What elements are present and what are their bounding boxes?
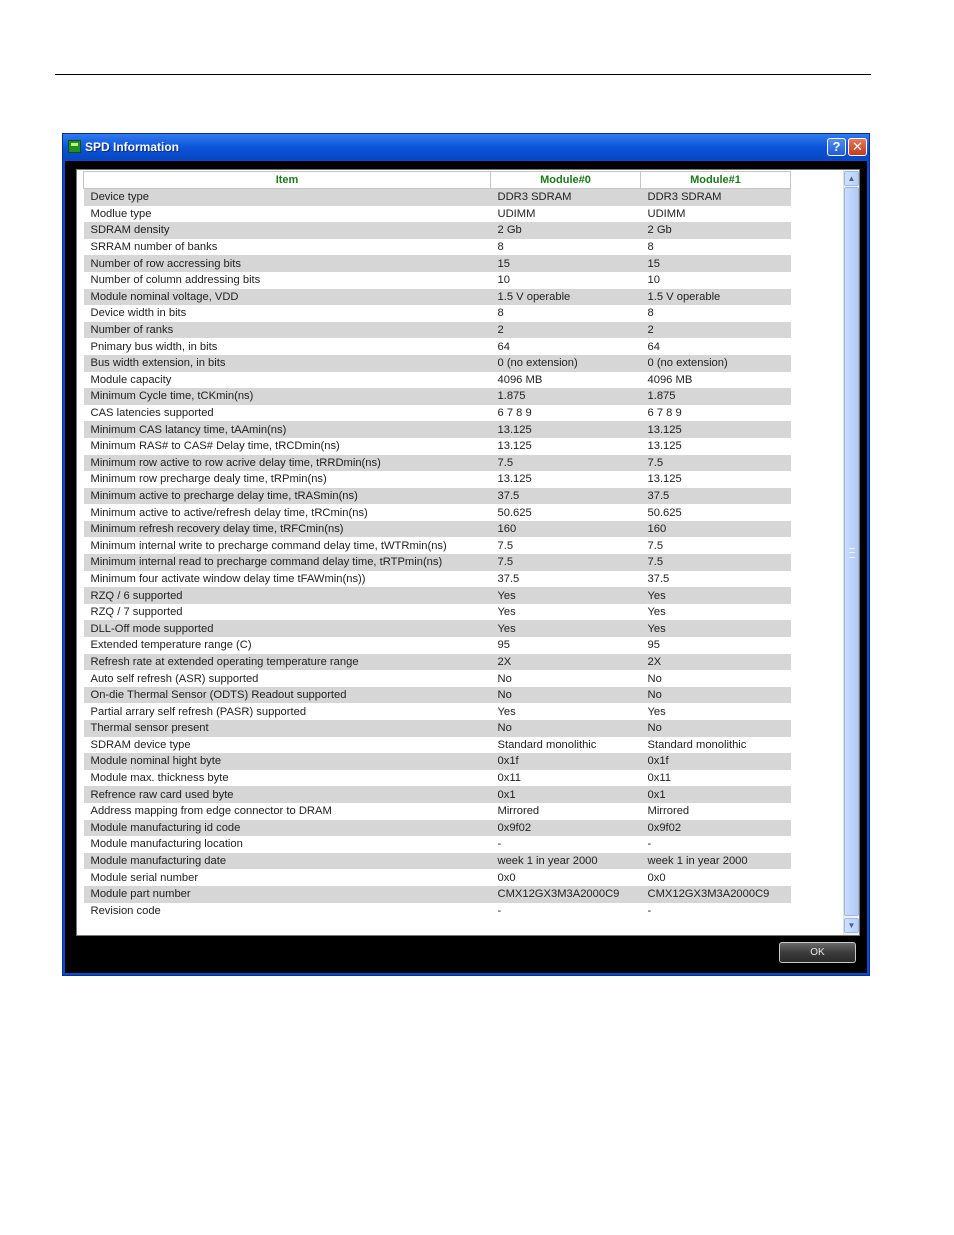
scroll-down-icon[interactable]: ▼ [844,918,859,933]
item-cell: Minimum Cycle time, tCKmin(ns) [84,388,491,405]
module0-cell: 0x0 [491,869,641,886]
table-row[interactable] [84,255,791,272]
item-cell: Modlue type [84,206,491,223]
item-cell: DLL-Off mode supported [84,620,491,637]
module1-cell: Standard monolithic [641,737,791,754]
item-cell: Thermal sensor present [84,720,491,737]
item-cell: Module capacity [84,372,491,389]
table-row[interactable] [84,737,791,754]
dialog-title: SPD Information [85,140,180,154]
table-row[interactable] [84,803,791,820]
help-button[interactable]: ? [827,138,846,156]
module1-cell: No [641,687,791,704]
table-row[interactable] [84,421,791,438]
module0-cell: 13.125 [491,421,641,438]
item-cell: Minimum row precharge dealy time, tRPmin(ns) [84,471,491,488]
module0-cell: - [491,903,641,920]
table-row[interactable] [84,537,791,554]
item-cell: CAS latencies supported [84,405,491,422]
module1-cell: 15 [641,255,791,272]
spd-information-dialog [62,133,870,976]
module1-cell: 7.5 [641,455,791,472]
module0-cell: 2 Gb [491,222,641,239]
module1-cell: 0 (no extension) [641,355,791,372]
table-row[interactable] [84,820,791,837]
table-row[interactable] [84,903,791,920]
module0-cell: 0 (no extension) [491,355,641,372]
module1-cell: 4096 MB [641,372,791,389]
module1-cell: 1.5 V operable [641,289,791,306]
module1-cell: 0x11 [641,770,791,787]
module1-cell: UDIMM [641,206,791,223]
module0-cell: UDIMM [491,206,641,223]
table-row[interactable] [84,488,791,505]
item-cell: Revision code [84,903,491,920]
module0-cell: 160 [491,521,641,538]
module0-cell: 0x9f02 [491,820,641,837]
table-row[interactable] [84,687,791,704]
module0-cell: 2X [491,654,641,671]
table-row[interactable] [84,571,791,588]
table-row[interactable] [84,554,791,571]
module0-cell: 7.5 [491,455,641,472]
item-cell: Auto self refresh (ASR) supported [84,670,491,687]
item-cell: Number of ranks [84,322,491,339]
module1-cell: 0x0 [641,869,791,886]
module0-cell: Mirrored [491,803,641,820]
module1-cell: 2 Gb [641,222,791,239]
item-cell: Minimum CAS latancy time, tAAmin(ns) [84,421,491,438]
module0-cell: 4096 MB [491,372,641,389]
module1-cell: 2 [641,322,791,339]
item-cell: Module manufacturing id code [84,820,491,837]
module1-cell: 7.5 [641,554,791,571]
module0-cell: Yes [491,587,641,604]
module1-cell: 50.625 [641,504,791,521]
module1-cell: 160 [641,521,791,538]
module1-cell: 2X [641,654,791,671]
table-row[interactable] [84,338,791,355]
module1-cell: Yes [641,587,791,604]
item-cell: Module max. thickness byte [84,770,491,787]
item-cell: Minimum refresh recovery delay time, tRFCmin(ns) [84,521,491,538]
module1-cell: 37.5 [641,571,791,588]
module0-cell: 37.5 [491,571,641,588]
item-cell: On-die Thermal Sensor (ODTS) Readout supported [84,687,491,704]
module1-cell: 7.5 [641,537,791,554]
table-row[interactable] [84,305,791,322]
module1-cell: 6 7 8 9 [641,405,791,422]
table-row[interactable] [84,836,791,853]
module0-cell: 95 [491,637,641,654]
module1-cell: 8 [641,305,791,322]
module0-cell: DDR3 SDRAM [491,189,641,206]
module0-cell: week 1 in year 2000 [491,853,641,870]
module0-cell: 7.5 [491,554,641,571]
item-cell: Address mapping from edge connector to DRAM [84,803,491,820]
module0-cell: No [491,720,641,737]
module1-cell: Mirrored [641,803,791,820]
module0-cell: Yes [491,620,641,637]
table-row[interactable] [84,853,791,870]
table-row[interactable] [84,355,791,372]
table-row[interactable] [84,222,791,239]
item-cell: Module part number [84,886,491,903]
module1-cell: 0x9f02 [641,820,791,837]
table-row[interactable] [84,471,791,488]
module1-cell: CMX12GX3M3A2000C9 [641,886,791,903]
spd-table-panel [76,169,860,936]
module0-cell: CMX12GX3M3A2000C9 [491,886,641,903]
spd-table [83,171,791,919]
table-row[interactable] [84,206,791,223]
module0-cell: 7.5 [491,537,641,554]
module1-cell: DDR3 SDRAM [641,189,791,206]
module0-cell: 0x1f [491,753,641,770]
vertical-scrollbar[interactable] [843,170,859,935]
module0-cell: 13.125 [491,438,641,455]
module0-cell: 10 [491,272,641,289]
title-bar[interactable] [63,134,869,160]
item-cell: SDRAM density [84,222,491,239]
module1-cell: 8 [641,239,791,256]
item-cell: Extended temperature range (C) [84,637,491,654]
module0-cell: No [491,687,641,704]
module1-cell: 64 [641,338,791,355]
item-cell: SRRAM number of banks [84,239,491,256]
module0-cell: 1.875 [491,388,641,405]
module0-cell: 0x11 [491,770,641,787]
table-row[interactable] [84,272,791,289]
module0-cell: - [491,836,641,853]
column-header-module0[interactable]: Module#0 [491,172,641,189]
table-row[interactable] [84,322,791,339]
module0-cell: 64 [491,338,641,355]
item-cell: Minimum active to precharge delay time, tRASmin(ns) [84,488,491,505]
module0-cell: No [491,670,641,687]
table-row[interactable] [84,703,791,720]
module0-cell: 8 [491,305,641,322]
table-row[interactable] [84,654,791,671]
module1-cell: 0x1 [641,786,791,803]
module1-cell: Yes [641,703,791,720]
table-row[interactable] [84,753,791,770]
table-row[interactable] [84,620,791,637]
module1-cell: week 1 in year 2000 [641,853,791,870]
table-row[interactable] [84,372,791,389]
table-row[interactable] [84,604,791,621]
item-cell: SDRAM device type [84,737,491,754]
item-cell: Module nominal hight byte [84,753,491,770]
item-cell: RZQ / 6 supported [84,587,491,604]
table-row[interactable] [84,289,791,306]
module1-cell: 13.125 [641,471,791,488]
module0-cell: Yes [491,604,641,621]
module1-cell: - [641,836,791,853]
table-row[interactable] [84,405,791,422]
module1-cell: Yes [641,620,791,637]
item-cell: Partial arrary self refresh (PASR) supported [84,703,491,720]
module1-cell: 13.125 [641,421,791,438]
item-cell: Minimum active to active/refresh delay time, tRCmin(ns) [84,504,491,521]
module0-cell: 2 [491,322,641,339]
column-header-item[interactable]: Item [84,172,491,189]
table-row[interactable] [84,587,791,604]
module1-cell: No [641,670,791,687]
scroll-up-icon[interactable]: ▲ [844,171,859,186]
item-cell: Refrence raw card used byte [84,786,491,803]
module1-cell: 1.875 [641,388,791,405]
item-cell: Minimum internal read to precharge command delay time, tRTPmin(ns) [84,554,491,571]
column-header-module1[interactable]: Module#1 [641,172,791,189]
spd-table-body [84,189,791,920]
item-cell: Module manufacturing date [84,853,491,870]
app-icon [68,140,81,153]
table-row[interactable] [84,521,791,538]
item-cell: Bus width extension, in bits [84,355,491,372]
table-row[interactable] [84,438,791,455]
item-cell: Device type [84,189,491,206]
module0-cell: 13.125 [491,471,641,488]
item-cell: Number of column addressing bits [84,272,491,289]
item-cell: Pnimary bus width, in bits [84,338,491,355]
module1-cell: 95 [641,637,791,654]
item-cell: Minimum internal write to precharge command delay time, tWTRmin(ns) [84,537,491,554]
module0-cell: 6 7 8 9 [491,405,641,422]
item-cell: Module serial number [84,869,491,886]
close-button[interactable]: ✕ [848,138,867,156]
table-row[interactable] [84,720,791,737]
ok-button[interactable]: OK [779,942,856,963]
module1-cell: 0x1f [641,753,791,770]
module1-cell: Yes [641,604,791,621]
module1-cell: - [641,903,791,920]
table-row[interactable] [84,189,791,206]
module0-cell: 0x1 [491,786,641,803]
module1-cell: 37.5 [641,488,791,505]
module0-cell: 37.5 [491,488,641,505]
item-cell: Minimum RAS# to CAS# Delay time, tRCDmin(ns) [84,438,491,455]
item-cell: Minimum row active to row acrive delay time, tRRDmin(ns) [84,455,491,472]
scroll-grip-icon [849,548,855,558]
table-row[interactable] [84,869,791,886]
item-cell: Minimum four activate window delay time tFAWmin(ns)) [84,571,491,588]
table-row[interactable] [84,770,791,787]
table-row[interactable] [84,455,791,472]
table-row[interactable] [84,504,791,521]
table-row[interactable] [84,239,791,256]
module0-cell: 50.625 [491,504,641,521]
item-cell: RZQ / 7 supported [84,604,491,621]
table-header-row [84,172,791,189]
module0-cell: 1.5 V operable [491,289,641,306]
table-row[interactable] [84,670,791,687]
table-row[interactable] [84,786,791,803]
module1-cell: No [641,720,791,737]
table-row[interactable] [84,637,791,654]
scroll-thumb[interactable] [844,187,859,916]
module0-cell: Yes [491,703,641,720]
item-cell: Device width in bits [84,305,491,322]
table-row[interactable] [84,886,791,903]
module0-cell: 15 [491,255,641,272]
page-top-rule [55,74,871,75]
module0-cell: 8 [491,239,641,256]
module1-cell: 10 [641,272,791,289]
item-cell: Module nominal voltage, VDD [84,289,491,306]
dialog-client-area [65,161,867,973]
item-cell: Refresh rate at extended operating temperature range [84,654,491,671]
module1-cell: 13.125 [641,438,791,455]
module0-cell: Standard monolithic [491,737,641,754]
item-cell: Module manufacturing location [84,836,491,853]
item-cell: Number of row accressing bits [84,255,491,272]
table-row[interactable] [84,388,791,405]
